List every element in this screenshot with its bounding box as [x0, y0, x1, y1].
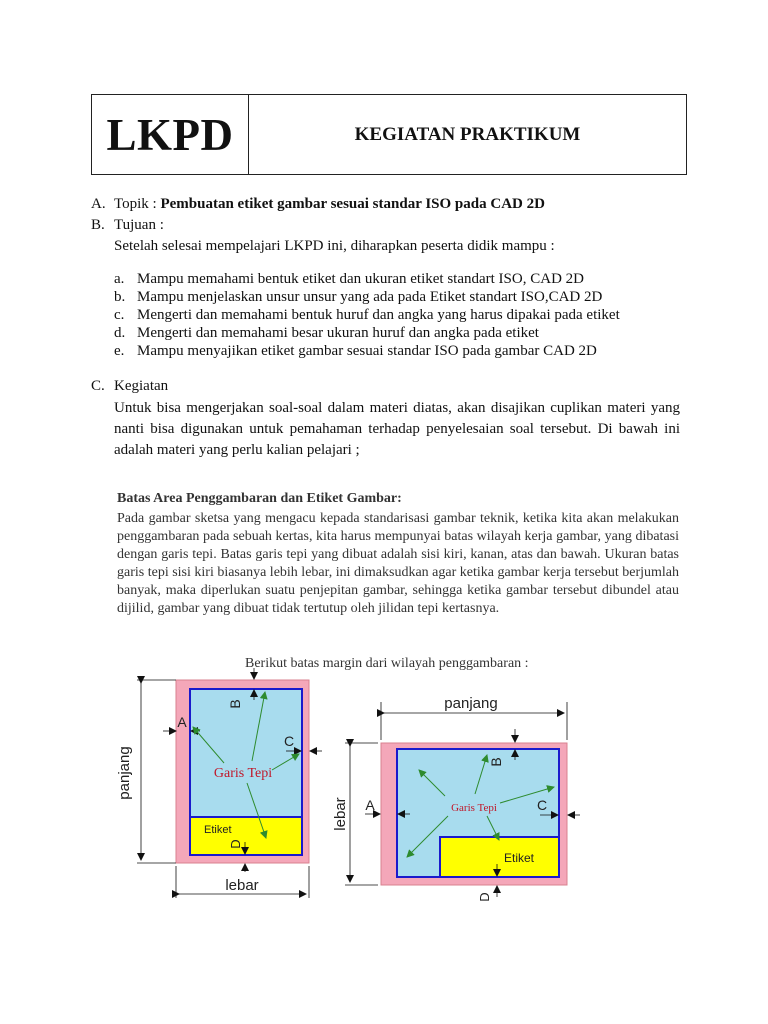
goal-letter: a. [114, 271, 125, 287]
section-b-label: Tujuan : [114, 217, 164, 233]
landscape-sheet [332, 695, 580, 902]
goal-letter: c. [114, 307, 125, 323]
section-a-topic: Pembuatan etiket gambar sesuai standar ISO pada CAD 2D [160, 196, 545, 212]
landscape-garis-tepi-label: Garis Tepi [451, 802, 497, 814]
section-b-intro: Setelah selesai mempelajari LKPD ini, diharapkan peserta didik mampu : [114, 238, 555, 254]
portrait-etiket-box [190, 817, 302, 855]
goal-item: Mampu memahami bentuk etiket dan ukuran etiket standart ISO, CAD 2D [137, 271, 584, 287]
portrait-label-a: A [177, 714, 187, 730]
goal-letter: e. [114, 343, 125, 359]
goal-item: Mampu menyajikan etiket gambar sesuai standar ISO pada gambar CAD 2D [137, 343, 597, 359]
landscape-dim-height: lebar [332, 797, 349, 831]
materi-paragraph: Pada gambar sketsa yang mengacu kepada standarisasi gambar teknik, ketika kita akan melakukan penggambaran pada sebuah kertas, kita harus mempunyai batas wilayah kerja gambar, yang dibatasi dengan garis tepi. Batas garis tepi yang dibuat adalah sisi kiri, kanan, atas dan bawah. Ukuran batas garis tepi sisi kiri biasanya lebih lebar, ini dimaksudkan agar ketika gambar kerja tersebut berjumlah banyak, maka diperlukan suatu penjepitan gambar, sehingga ketika gambar tersebut dibundel atau dijilid, gambar yang dibuat tidak tertutup oleh jilidan tepi kertasnya. [117, 511, 679, 616]
materi-title: Batas Area Penggambaran dan Etiket Gambar: [117, 491, 402, 506]
portrait-label-d: D [228, 839, 243, 849]
header-kegiatan-title: KEGIATAN PRAKTIKUM [354, 123, 581, 145]
landscape-label-b: B [488, 757, 504, 767]
figure-caption: Berikut batas margin dari wilayah penggambaran : [245, 656, 529, 671]
landscape-dim-width: panjang [444, 695, 498, 712]
portrait-dim-width: lebar [225, 877, 259, 894]
goal-letter: b. [114, 289, 126, 305]
section-c-letter: C. [91, 378, 105, 394]
section-c-label: Kegiatan [114, 378, 169, 394]
portrait-label-c: C [283, 733, 295, 749]
section-b-letter: B. [91, 217, 105, 233]
goal-item: Mengerti dan memahami besar ukuran huruf dan angka pada etiket [137, 325, 539, 341]
landscape-etiket-box [440, 837, 559, 877]
portrait-garis-tepi-label: Garis Tepi [213, 766, 273, 781]
goal-letter: d. [114, 325, 126, 341]
section-a-letter: A. [91, 196, 106, 212]
goal-item: Mampu menjelaskan unsur unsur yang ada pada Etiket standart ISO,CAD 2D [137, 289, 603, 305]
section-a-label: Topik : [114, 196, 161, 212]
portrait-drawing-area [190, 689, 302, 817]
section-c-paragraph: Untuk bisa mengerjakan soal-soal dalam materi diatas, akan disajikan cuplikan materi yang nanti bisa digunakan untuk pemahaman terhadap penyelesaian soal tersebut. Di bawah ini adalah materi yang perlu kalian pelajari ; [114, 400, 680, 458]
portrait-etiket-label: Etiket [204, 824, 232, 836]
goal-item: Mengerti dan memahami bentuk huruf dan angka yang harus dipakai pada etiket [137, 307, 620, 323]
landscape-label-d: D [477, 892, 492, 902]
portrait-sheet [116, 668, 322, 898]
portrait-label-b: B [227, 699, 243, 709]
landscape-etiket-label: Etiket [504, 851, 535, 865]
header-lkpd-title: LKPD [92, 95, 249, 174]
landscape-label-c: C [536, 797, 548, 813]
landscape-label-a: A [365, 797, 375, 813]
portrait-dim-height: panjang [116, 746, 133, 800]
